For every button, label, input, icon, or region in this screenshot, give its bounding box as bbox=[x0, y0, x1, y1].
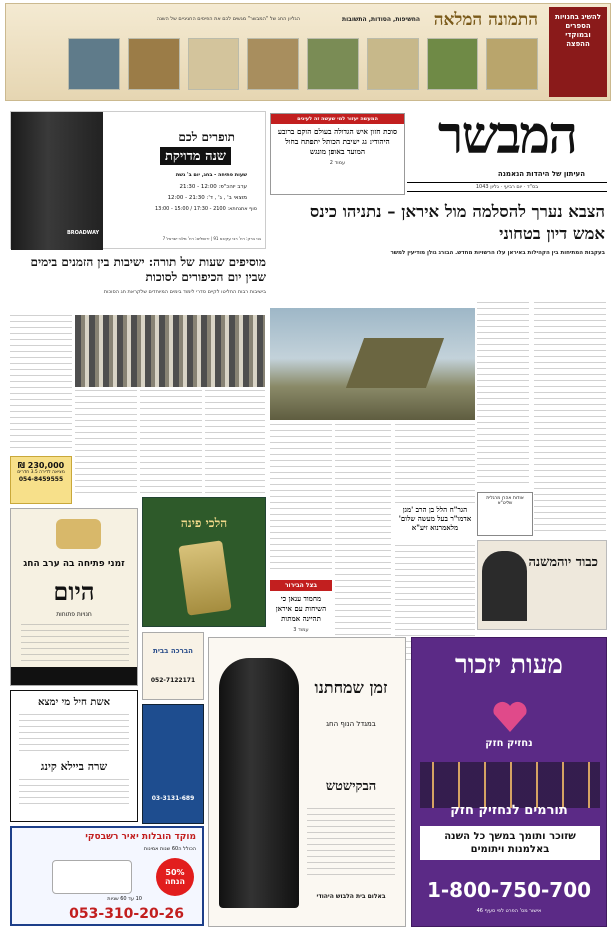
top-ad-line1: ערב יוהכ"פ: 12:00 - 21:30 bbox=[179, 184, 247, 190]
banner-corner-text: להשיג בחנויות הספרים ובמוקדי ההפצה bbox=[555, 13, 601, 48]
moving-title: מוקד הובלות יאיר רשבסקי bbox=[85, 832, 196, 842]
side-box-text: מחמוד ענאן כי השיחות עם איראן תהיינה אמתות bbox=[275, 594, 327, 623]
left-story-dek: בישיבות רבות החליטו לקיים סדרי לימוד בימים המיוחדים שלקראת חג הסוכות bbox=[103, 289, 266, 295]
side-box-title: בצל הבירור bbox=[270, 580, 332, 591]
rabbi-ad-2-title: כבוד יוהמשנה bbox=[528, 555, 598, 570]
charity-title: מעות יזכור bbox=[455, 650, 563, 680]
top-ad-hours-label: שעות פתיחה - בחג, יום ב' גשת bbox=[175, 172, 247, 178]
charity-org: נחזיק חזק bbox=[485, 738, 533, 749]
bakery-details bbox=[21, 624, 129, 664]
charity-phone[interactable]: 1-800-750-700 bbox=[426, 878, 592, 902]
moving-phone: 053-310-20-26 bbox=[69, 906, 184, 922]
article-column-13 bbox=[205, 390, 265, 496]
suit-image bbox=[219, 658, 299, 908]
rabbi-portrait bbox=[482, 551, 527, 621]
launcher-shape bbox=[346, 338, 444, 388]
main-subhead: בעקבות המתיחות בין הקהילות באיראן עלו הרשויות מחדש. הבורג גולן מודיעין למשר bbox=[390, 250, 605, 256]
thumbnail-6[interactable] bbox=[188, 38, 240, 90]
book-wheat-image bbox=[178, 540, 231, 615]
article-column-2 bbox=[477, 302, 529, 487]
store-ad[interactable] bbox=[142, 632, 204, 700]
article-column-3 bbox=[395, 424, 475, 504]
teaser-text: סוכת חזון איש הגדולה בעולם הוקם ברובע היהודי: גג ישיבת הכותל יתפתח בחול המועד באופן מונגש bbox=[277, 127, 398, 156]
charity-candles bbox=[420, 762, 600, 808]
article-column-10 bbox=[10, 315, 72, 453]
iron-dome-photo bbox=[270, 308, 475, 420]
teaser-page: עמוד 2 bbox=[329, 160, 346, 166]
book-title: הלכי פינה bbox=[180, 516, 228, 530]
event-details bbox=[19, 714, 129, 754]
rabbi-ad-title: אודות אהרן מרגלית שליט"א bbox=[486, 496, 524, 506]
masthead-slogan: העיתון של היהדות הנאמנה bbox=[497, 170, 585, 178]
store2-ad-phone: 03-3131-689 bbox=[151, 795, 195, 802]
sewing-ad[interactable] bbox=[10, 508, 138, 686]
banner-tagline: הגליון החג של "המבשר" מגשים לכם את הפיסים החגיגיים של השנה bbox=[156, 16, 300, 22]
moving-ad[interactable] bbox=[10, 826, 204, 926]
event-name: שרה ביילא קינג bbox=[40, 760, 108, 773]
left-story-title: מוסיפים שעות של תורה: ישיבות בין הזמנים בימים שבין יום הכיפורים לסוכות bbox=[30, 255, 266, 284]
charity-note: אישור מס' הפרט לפי סעיף 46 bbox=[476, 908, 542, 914]
price-ad[interactable] bbox=[10, 456, 72, 504]
suit-brand: הבקישטש bbox=[325, 779, 377, 794]
banner-corner-ad[interactable] bbox=[549, 7, 607, 97]
article-column-12 bbox=[140, 390, 202, 496]
top-banner[interactable] bbox=[5, 3, 611, 101]
moving-note: 10 עד 60 שניות bbox=[107, 896, 142, 902]
suit-subtitle: במגדל הנוף החג bbox=[326, 720, 376, 728]
thumbnail-1[interactable] bbox=[486, 38, 538, 90]
bakery-footer bbox=[11, 667, 137, 685]
top-ad-line3: סוף אתנחתא: 2100 - 17:30 / 15:00 - 13:00 bbox=[154, 206, 257, 212]
thumbnail-5[interactable] bbox=[247, 38, 299, 90]
masthead-logo: המבשר bbox=[437, 105, 577, 166]
thumbnail-7[interactable] bbox=[128, 38, 180, 90]
article-column-4 bbox=[335, 424, 391, 664]
charity-box: שזוכר ותומך במשך כל השנה באלמנות ויתומים bbox=[420, 826, 600, 860]
charity-ad[interactable] bbox=[411, 637, 607, 927]
event-details-2 bbox=[19, 779, 129, 809]
thumbnail-8[interactable] bbox=[68, 38, 120, 90]
event-title: אשת חיל מי ימצא bbox=[37, 697, 111, 708]
heart-icon bbox=[490, 696, 530, 736]
side-box-page: עמוד 3 bbox=[293, 627, 309, 633]
top-ad-title: תופרים לכם bbox=[178, 130, 235, 144]
suit-details bbox=[307, 808, 395, 878]
banner-title: התמונה המלאה bbox=[433, 10, 538, 30]
teaser-header: המעשה יעזור למי שעשה זה לעינים bbox=[271, 114, 404, 124]
store2-ad[interactable] bbox=[142, 704, 204, 824]
thumbnail-3[interactable] bbox=[367, 38, 419, 90]
teaser-box[interactable] bbox=[270, 113, 405, 195]
thumbnail-4[interactable] bbox=[307, 38, 359, 90]
article-column-1 bbox=[534, 302, 606, 534]
top-ad-title-bold: שנה מדויקת bbox=[160, 147, 231, 165]
suit-footer: באלום בית הלבוש היהודי bbox=[316, 893, 386, 900]
thumbnail-2[interactable] bbox=[427, 38, 479, 90]
sewing-machine-image bbox=[56, 519, 101, 549]
price-phone: 054-8459555 bbox=[18, 476, 64, 483]
main-headline: הצבא נערך להסלמה מול איראן – נתניהו כינס אמש דיון בטחוני bbox=[309, 202, 605, 243]
book-ad[interactable] bbox=[142, 497, 266, 627]
banner-thumbnails bbox=[68, 38, 538, 90]
banner-subtitle: החשיפות, הסודות, התשובות bbox=[342, 16, 420, 23]
rabbi-ad[interactable] bbox=[477, 492, 533, 536]
event-ad[interactable] bbox=[10, 690, 138, 822]
price-sub: מציאה לדירה 3.5 חדרים bbox=[17, 470, 65, 475]
top-ad-address: בני ברק: רח' רבי עקיבא 91 | ירושלים: רח' מלכי ישראל 7 bbox=[162, 236, 261, 241]
top-ad-line2: מוצאי ב' , ג' , ד': 21:30 - 12:00 bbox=[167, 195, 247, 201]
masthead-dateline: בס"ד · יום רביעי · גליון 1043 bbox=[407, 182, 607, 192]
bakery-sub: חנויות פתוחות bbox=[56, 611, 92, 618]
charity-tagline: תורמים לנחזיק חזק bbox=[450, 803, 568, 818]
yeshiva-photo bbox=[75, 315, 265, 387]
store-ad-title: הברכה בבית bbox=[153, 647, 193, 655]
article-column-7 bbox=[270, 424, 332, 574]
top-ad-brand: BROADWAY bbox=[67, 230, 100, 236]
moving-truck-image bbox=[52, 860, 132, 894]
store-ad-phone: 052-7122171 bbox=[150, 677, 196, 684]
bakery-title: זמני פתיחה בה ערב החג bbox=[23, 559, 125, 569]
article-column-11 bbox=[75, 390, 137, 496]
price-value: 230,000 ₪ bbox=[17, 461, 65, 470]
moving-sub: הכולל ה60 שנות אמינות bbox=[143, 846, 196, 852]
top-ad[interactable] bbox=[10, 111, 266, 249]
rabbi-ad-2[interactable] bbox=[477, 540, 607, 630]
moving-badge: 50% הנחה bbox=[156, 858, 194, 896]
quote-title: הגר"ח הלל בן הרב 'מגן אדמו"ר בעל מעשה שלום' מלאמרנוא זיע"א bbox=[398, 505, 472, 532]
suit-title: זמן שמחתנו bbox=[314, 678, 388, 697]
suit-ad[interactable] bbox=[208, 637, 406, 927]
bakery-day: היום bbox=[53, 577, 95, 606]
